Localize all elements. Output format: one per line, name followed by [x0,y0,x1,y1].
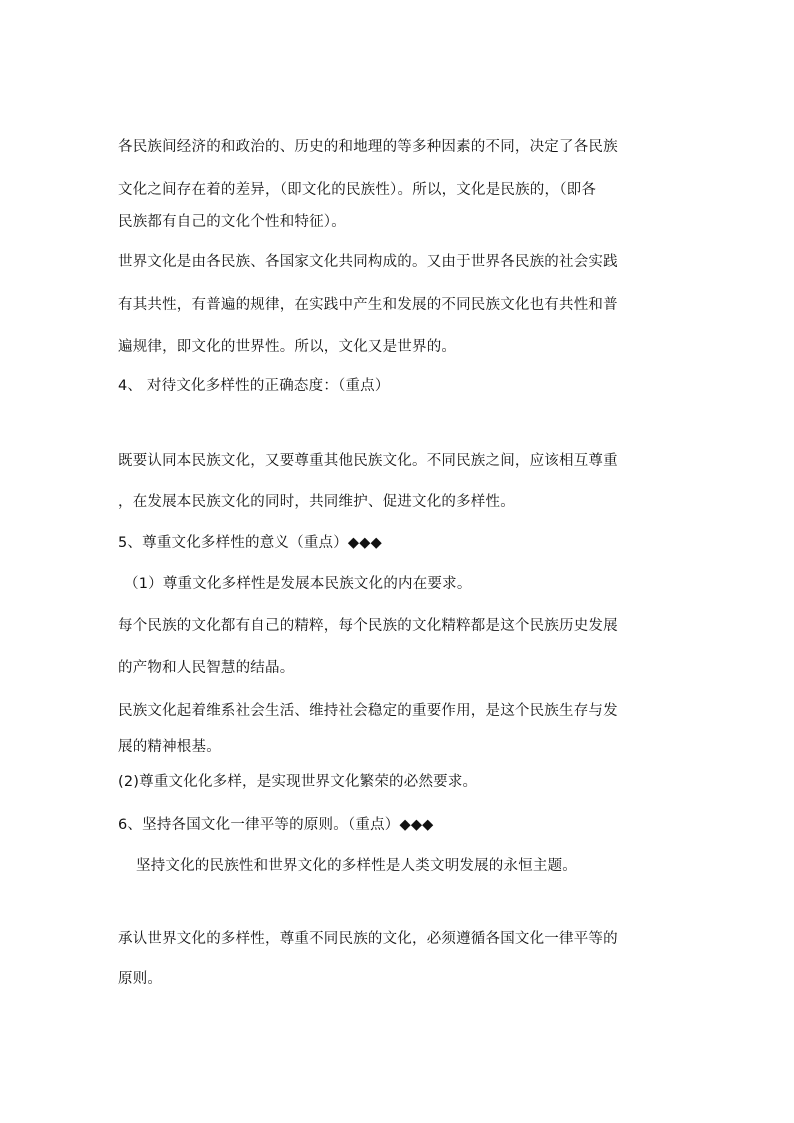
paragraph-line: 世界文化是由各民族、各国家文化共同构成的。又由于世界各民族的社会实践 [118,254,618,270]
paragraph-line: 有其共性，有普遍的规律，在实践中产生和发展的不同民族文化也有共性和普 [118,297,618,313]
paragraph-line: 民族文化起着维系社会生活、维持社会稳定的重要作用，是这个民族生存与发 [118,703,618,719]
paragraph-line: 承认世界文化的多样性，尊重不同民族的文化，必须遵循各国文化一律平等的 [118,931,618,947]
paragraph-line: ，在发展本民族文化的同时，共同维护、促进文化的多样性。 [118,494,515,510]
subheading: （1）尊重文化多样性是发展本民族文化的内在要求。 [124,576,472,592]
paragraph-line: 各民族间经济的和政治的、历史的和地理的等多种因素的不同，决定了各民族 [118,139,618,155]
paragraph-line: 遍规律，即文化的世界性。所以，文化又是世界的。 [118,339,457,355]
section-heading: 4、 对待文化多样性的正确态度：（重点） [118,378,390,394]
paragraph-line: 既要认同本民族文化，又要尊重其他民族文化。不同民族之间，应该相互尊重 [118,453,618,469]
paragraph-line: 坚持文化的民族性和世界文化的多样性是人类文明发展的永恒主题。 [136,858,577,874]
subheading: (2)尊重文化化多样，是实现世界文化繁荣的必然要求。 [118,774,478,790]
paragraph-line: 每个民族的文化都有自己的精粹，每个民族的文化精粹都是这个民族历史发展 [118,618,618,634]
paragraph-line: 的产物和人民智慧的结晶。 [118,660,295,676]
paragraph-line: 原则。 [118,971,163,987]
paragraph-line: 民族都有自己的文化个性和特征）。 [118,214,346,230]
section-heading: 6、坚持各国文化一律平等的原则。（重点）◆◆◆ [118,817,434,833]
paragraph-line: 展的精神根基。 [118,739,221,755]
paragraph-line: 文化之间存在着的差异，（即文化的民族性）。所以，文化是民族的，（即各 [118,182,597,198]
section-heading: 5、尊重文化多样性的意义（重点）◆◆◆ [118,535,382,551]
